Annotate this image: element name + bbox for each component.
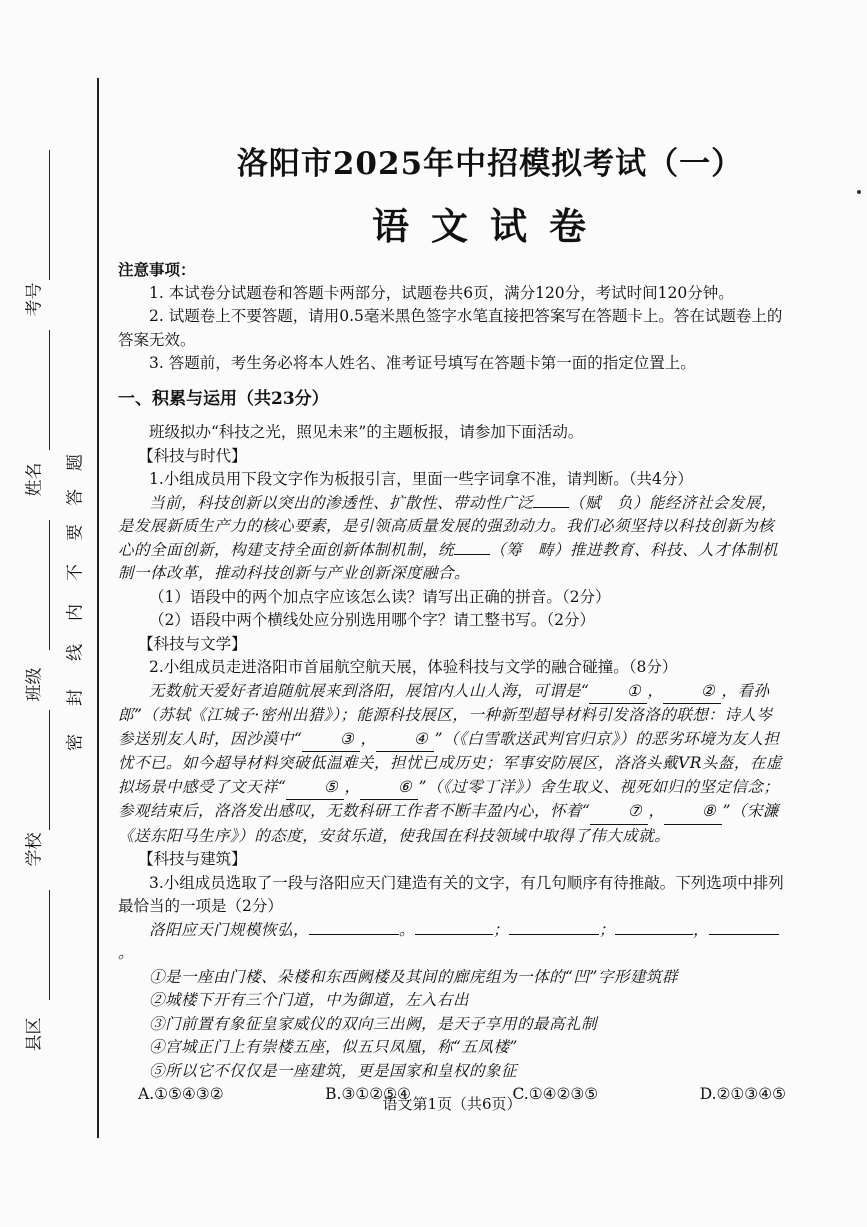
exam-number-field[interactable]: [18, 150, 46, 360]
question-3: 3.小组成员选取了一段与洛阳应天门建造有关的文字，有几句顺序有待推敲。下列选项中排列最恰当的一项是（2分）: [118, 873, 784, 915]
seal-char: 题: [65, 454, 86, 471]
seal-line-notice: [58, 455, 88, 755]
name-label: 姓名: [24, 462, 45, 497]
option-a[interactable]: A.①⑤④③②: [138, 1085, 224, 1103]
passage-text: 无数航天爱好者追随航展来到洛阳，展馆内人山人海，可谓是“: [149, 681, 590, 700]
activity-intro: 班级拟办“科技之光，照见未来”的主题板报，请参加下面活动。: [149, 423, 584, 441]
sentence-item: ③门前置有象征皇家威仪的双向三出阙，是天子享用的最高礼制: [149, 1014, 598, 1033]
fill-blank-2[interactable]: ②: [663, 680, 721, 705]
seal-char: 线: [65, 644, 86, 661]
option-b[interactable]: B.③①②⑤④: [325, 1085, 411, 1103]
subsection-label: 【科技与建筑】: [138, 850, 247, 868]
question-1: 1.小组成员用下段文字作为板报引言，里面一些字词拿不准，请判断。（共4分）: [149, 470, 693, 488]
seal-char: 内: [65, 604, 86, 621]
class-label: 班级: [24, 667, 45, 702]
fill-blank-7[interactable]: ⑦: [590, 800, 648, 825]
passage-text: ”（《白雪歌送武判官归京》）的恶劣环境为友人担忧不已。如今超导材料突破低温难关，担忧已成历史；军事安防展区，洛洛头戴VR头盔，在虚拟场景中感受了文天祥“: [118, 729, 782, 796]
seal-char: 不: [65, 564, 86, 581]
passage-text: ”（宋濂《送东阳马生序》）的态度，安贫乐道，使我国在科技领域中取得了伟大成就。: [118, 802, 779, 845]
order-blank[interactable]: [709, 934, 779, 935]
fill-blank-4[interactable]: ④: [376, 728, 434, 753]
fill-blank-3[interactable]: ③: [302, 728, 360, 753]
passage-text: ”（《过零丁洋》）舍生取义、视死如归的坚定信念；参观结束后，洛洛发出感叹，无数科研工作者不断丰盈内心，怀着“: [118, 777, 780, 820]
seal-char: 密: [65, 734, 86, 751]
sentence-item: ⑤所以它不仅仅是一座建筑，更是国家和皇权的象征: [149, 1061, 518, 1080]
seal-char: 封: [65, 689, 86, 706]
section-heading: 一、积累与运用（共23分）: [118, 388, 329, 409]
passage-text: 推进教育、科技、人才体制机制一体改革，推动科技创新与产业创新深度融合。: [118, 540, 779, 582]
answer-blank[interactable]: [533, 507, 569, 508]
question-1-passage: [118, 492, 786, 586]
school-field[interactable]: [18, 710, 46, 910]
fill-blank-8[interactable]: ⑧: [664, 800, 722, 825]
sentence-item: ④宫城正门上有崇楼五座，似五只凤凰，称“五凤楼”: [149, 1038, 518, 1056]
question-2: 2.小组成员走进洛阳市首届航空航天展，体验科技与文学的融合碰撞。（8分）: [149, 658, 678, 676]
notice-item: 2. 试题卷上不要答题，请用0.5毫米黑色签字水笔直接把答案写在答题卡上。答在试题卷上的答案无效。: [118, 307, 783, 349]
binding-line: [97, 78, 99, 1138]
subject-title: 语文试卷: [372, 204, 608, 248]
district-label: 县区: [24, 1017, 45, 1052]
district-field[interactable]: [18, 890, 46, 1070]
class-field[interactable]: [18, 520, 46, 720]
seal-char: 答: [65, 489, 86, 506]
choice-hint: （赋 负）: [569, 493, 650, 512]
sentence-item: ①是一座由门楼、朵楼和东西阙楼及其间的廊庑组为一体的“凹”字形建筑群: [149, 967, 678, 986]
name-field[interactable]: [18, 330, 46, 530]
question-2-passage: 无数航天爱好者追随航展来到洛阳，展馆内人山人海，可谓是“ ① ， ② ，看孙郎”（苏轼《江城子·密州出猎》）；能源科技展区，一种新型超导材料引发洛洛的联想：诗人岑参送别友人时，因沙漠中“ ③ ， ④ ”（《白雪歌送武判官归京》）的恶劣环境为友人担忧不已。如今超导材料突破低温难关，担忧已成历史；军事安防展区，洛洛头戴VR头盔，在虚拟场景中感受了文天祥“ ⑤ ， ⑥ ”（《过零丁洋》）舍生取义、视死如归的坚定信念；参观结束后，洛洛发出感叹，无数科研工作者不断丰盈内心，怀着“ ⑦ ， ⑧ ”（宋濂《送东阳马生序》）的态度，安贫乐道，使我国在科技领域中取得了伟大成就。: [118, 681, 782, 845]
notice-item: 3. 答题前，考生务必将本人姓名、准考证号填写在答题卡第一面的指定位置上。: [149, 354, 696, 372]
question-1-part-b: （2）语段中两个横线处应分别选用哪个字？请工整书写。（2分）: [149, 611, 595, 629]
exam-content: [118, 258, 786, 1107]
passage-text: 能经济社会发展，是发展新质生产力的核心要素，是引领高质量发展的强劲动力。我们必须坚持以科技创新为核心的全面创新，构建支持全面创新体制机制，统: [118, 493, 778, 559]
fill-blank-1[interactable]: ①: [589, 680, 647, 705]
order-blank[interactable]: [415, 934, 493, 935]
order-blank[interactable]: [309, 934, 399, 935]
option-d[interactable]: D.②①③④⑤: [699, 1085, 786, 1103]
subsection-label: 【科技与时代】: [138, 446, 247, 465]
passage-text: ，看孙郎”（苏轼《江城子·密州出猎》）；能源科技展区，一种新型超导材料引发洛洛的联想：诗人岑参送别友人时，因沙漠中“: [118, 681, 773, 748]
seal-char: 要: [65, 524, 86, 541]
notice-item: 1. 本试卷分试题卷和答题卡两部分，试题卷共6页，满分120分，考试时间120分钟。: [149, 283, 734, 302]
subsection-label: 【科技与文学】: [138, 634, 247, 653]
question-3-lead: 洛阳应天门规模恢弘， 。 ； ； ，。: [118, 919, 786, 966]
exam-number-label: 考号: [24, 282, 45, 317]
choice-hint: （筹 畴）: [490, 540, 571, 559]
lead-text: 洛阳应天门规模恢弘，: [149, 920, 310, 939]
scan-speck: [857, 190, 861, 194]
notice-heading: 注意事项：: [118, 260, 196, 279]
exam-title: 洛阳市2025年中招模拟考试（一）: [236, 146, 744, 182]
fill-blank-5[interactable]: ⑤: [286, 776, 344, 801]
fill-blank-6[interactable]: ⑥: [360, 776, 418, 801]
sentence-item: ②城楼下开有三个门道，中为御道，左入右出: [149, 991, 470, 1009]
answer-blank[interactable]: [454, 554, 490, 555]
question-1-part-a: （1）语段中的两个加点字应该怎么读？请写出正确的拼音。（2分）: [149, 587, 611, 606]
option-c[interactable]: C.①④②③⑤: [512, 1085, 599, 1103]
page-footer: 语文第1页（共6页）: [382, 1095, 522, 1113]
passage-text: 当前，科技创新以突出的渗透性、扩散性、带动性广泛: [149, 493, 534, 512]
school-label: 学校: [24, 832, 45, 867]
order-blank[interactable]: [615, 934, 693, 935]
order-blank[interactable]: [509, 934, 599, 935]
